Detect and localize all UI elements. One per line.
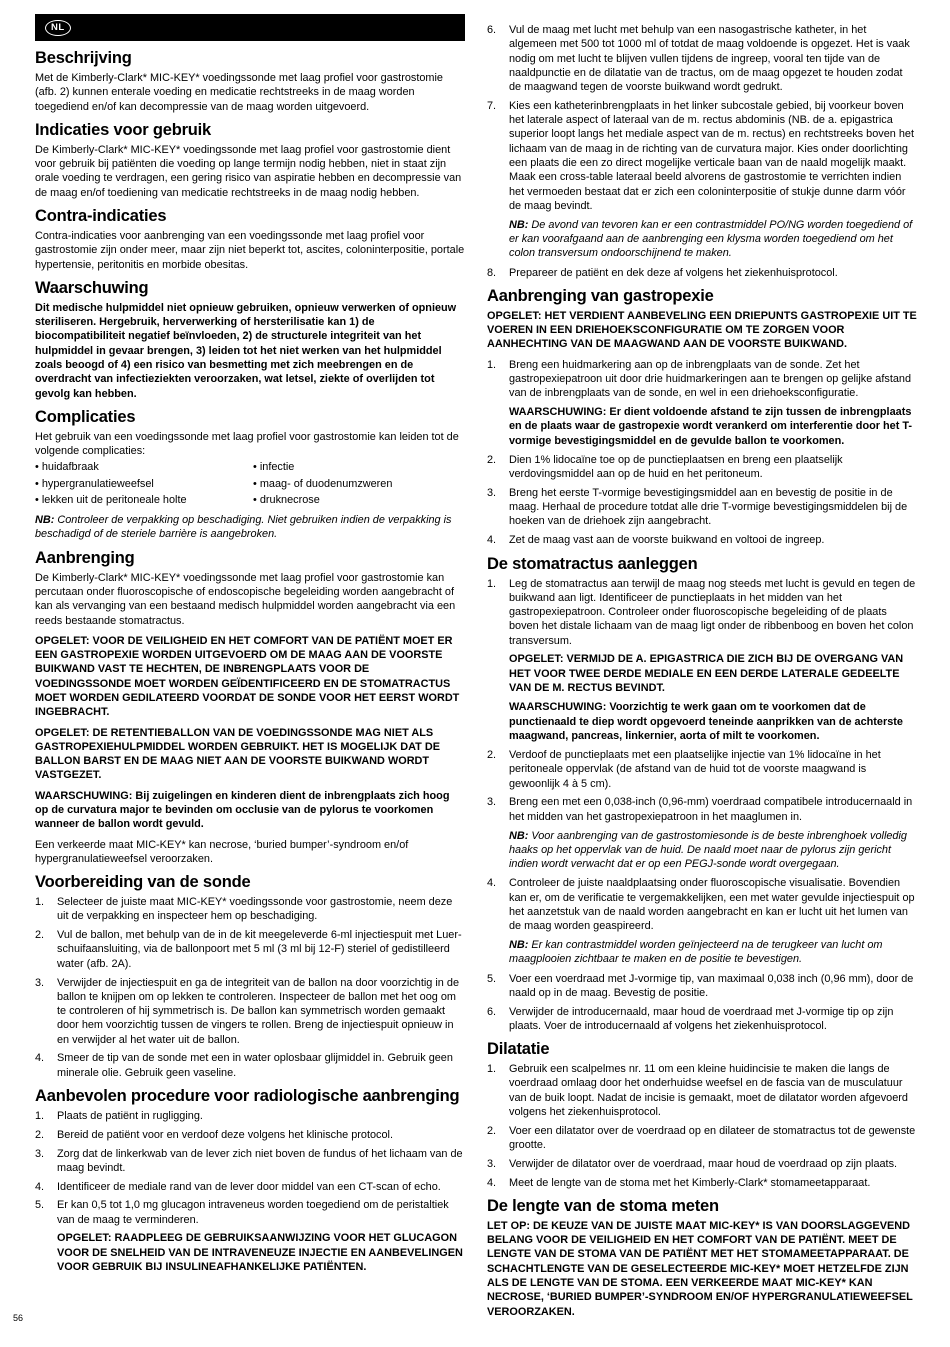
caution-note: OPGELET: RAADPLEEG DE GEBRUIKSAANWIJZING VOOR HET GLUCAGON VOOR DE SNELHEID VAN DE INTRAVENEUZE INJECTIE EN AANBEVELINGEN VOOR GEBRUIK BIJ INSULINEAFHANKELIJKE PATIËNTEN.	[57, 1232, 463, 1273]
heading-beschrijving: Beschrijving	[35, 49, 132, 67]
list-item	[35, 1147, 465, 1176]
list-item	[487, 358, 917, 401]
heading-voorbereiding: Voorbereiding van de sonde	[35, 873, 251, 892]
list-item-text: Breng een met een 0,038-inch (0,96-mm) voerdraad compatibele introducernaald in het midden van het gastropexiepatroon in het maaglumen in.	[509, 796, 913, 823]
warning-note: WAARSCHUWING: Er dient voldoende afstand te zijn tussen de inbrengplaats en de plaats waar de gastropexie wordt verankerd om interferentie door het T-vormige bevestigingsmiddel en de gevulde ballon te voorkomen.	[509, 405, 913, 447]
list-item-number: 4.	[487, 534, 497, 547]
list-item-text: Smeer de tip van de sonde met een in water oplosbaar glijmiddel in. Gebruik geen minerale olie. Gebruik geen vaseline.	[57, 1052, 453, 1079]
list-item-text: Kies een katheterinbrengplaats in het linker subcostale gebied, bij voorkeur boven het laterale aspect of lateraal van de m. rectus abdominis (NB. de a. epigastrica superior loopt langs het mediale aspect van de m. rectus) en rechtstreeks boven het lichaam van de maag in de richting van de curvatura major. Kies onder doorlichting een plaats die een zo direct mogelijke verticale baan van de naald mogelijk maakt. Maak een cross-table lateraal beeld alvorens de gastrostomie te verrichten indien het vermoeden bestaat dat er zich een coloninterpositie of stukje dunne darm vóór de maag bevindt.	[509, 99, 914, 212]
heading-stomatractus: De stomatractus aanleggen	[487, 554, 698, 573]
bullet-item: • huidafbraak	[35, 460, 247, 474]
list-item-number: 3.	[487, 486, 497, 499]
list-item-text: Plaats de patiënt in rugligging.	[57, 1109, 203, 1122]
list-item-number: 1.	[487, 358, 497, 371]
nb-label: NB:	[509, 938, 529, 951]
nb-note	[509, 218, 917, 261]
heading-complicaties: Complicaties	[35, 407, 136, 426]
heading-radiologische-aanbrenging: Aanbevolen procedure voor radiologische aanbrenging	[35, 1086, 460, 1105]
caution-note: OPGELET: VOOR DE VEILIGHEID EN HET COMFORT VAN DE PATIËNT MOET ER EEN GASTROPEXIE WORDEN UITGEVOERD OM DE MAAG AAN DE VOORSTE BUIKWAND VAST TE HECHTEN, DE INBRENGPLAATS VOOR DE VOEDINGSSONDE MOET WORDEN GEÏDENTIFICEERD EN DE STOMATRACTUS MOET WORDEN GEDILATEERD VOORDAT DE SONDE VOOR HET EERST WORDT INGEBRACHT.	[35, 634, 460, 719]
list-item-text: Verwijder de dilatator over de voerdraad, maar houd de voerdraad op zijn plaats.	[509, 1157, 898, 1170]
bullet-item: • maag- of duodenumzweren	[253, 477, 465, 491]
nb-text: Controleer de verpakking op beschadiging. Niet gebruiken indien de verpakking is beschadigd of de steriele barrière is aangebroken.	[35, 514, 452, 541]
heading-dilatatie: Dilatatie	[487, 1040, 550, 1059]
right-column	[487, 14, 917, 1325]
list-item-text: Breng het eerste T-vormige bevestigingsmiddel aan en bevestig de positie in de maag. Herhaal de procedure totdat alle drie T-vormige bevestigingsmiddelen bij de hoeken van de driehoek zijn aangebracht.	[509, 486, 908, 528]
list-item-number: 2.	[35, 1128, 45, 1141]
heading-aanbrenging: Aanbrenging	[35, 548, 135, 567]
list-item-number: 3.	[487, 1157, 497, 1170]
list-item-text: Zet de maag vast aan de voorste buikwand en voltooi de ingreep.	[509, 534, 825, 547]
warning-note: WAARSCHUWING: Bij zuigelingen en kinderen dient de inbrengplaats zich hoog op de curvatura major te bevinden om occlusie van de pylorus te voorkomen wanneer de ballon wordt gevuld.	[35, 789, 450, 831]
warning-paragraph: Dit medische hulpmiddel niet opnieuw gebruiken, opnieuw verwerken of opnieuw steriliseren. Hergebruik, herverwerking of hersterilisatie kan 1) de biocompatibiliteit negatief beïnvloeden, 2) de structurele integriteit van het hulpmiddel in gevaar brengen, 3) leiden tot het niet werken van het hulpmiddel zoals beoogd of 4) een risico van besmetting met zich meebrengen en de overdracht van infectieziekten veroorzaken, wat letsel, ziekte of overlijden tot gevolg kan hebben.	[35, 301, 457, 400]
nb-text: Voor aanbrenging van de gastrostomiesonde is de beste inbrenghoek volledig haaks op het oppervlak van de huid. De naald moet naar de pylorus zijn gericht indien wordt verwacht dat er op een PEGJ-sonde wordt overgegaan.	[509, 829, 907, 871]
list-item-text: Er kan 0,5 tot 1,0 mg glucagon intraveneus worden toegediend om de peristaltiek van de maag te verminderen.	[57, 1199, 449, 1226]
nb-label: NB:	[35, 514, 55, 527]
nb-note	[35, 513, 465, 542]
nb-label: NB:	[509, 218, 529, 231]
caution-note: LET OP: DE KEUZE VAN DE JUISTE MAAT MIC-KEY* IS VAN DOORSLAGGEVEND BELANG VOOR DE VEILIGHEID EN HET COMFORT VAN DE PATIËNT. MEET DE LENGTE VAN DE STOMA VAN DE PATIËNT MET HET STOMAMEETAPPARAAT. DE SCHACHTLENGTE VAN DE GESELECTEERDE MIC-KEY* MOET HETZELFDE ZIJN ALS DE LENGTE VAN DE STOMA. EEN VERKEERDE MAAT MIC-KEY* KAN NECROSE, ‘BURIED BUMPER’-SYNDROOM EN/OF HYPERGRANULATIEWEEFSEL VEROORZAKEN.	[487, 1219, 913, 1318]
caution-note: OPGELET: DE RETENTIEBALLON VAN DE VOEDINGSSONDE MAG NIET ALS GASTROPEXIEHULPMIDDEL WORDEN GEBRUIKT. HET IS MOGELIJK DAT DE BALLON BARST EN DE MAAG NIET AAN DE VOORSTE BUIKWAND WORDT VASTGEZET.	[35, 726, 440, 782]
list-item-number: 1.	[35, 896, 45, 909]
paragraph-beschrijving: Met de Kimberly-Clark* MIC-KEY* voedingssonde met laag profiel voor gastrostomie (afb. 2) kunnen enterale voeding en medicatie rechtstreeks in de maag worden toegediend en/of kan decompressie van de maag worden uitgevoerd.	[35, 72, 443, 113]
list-item-text: Dien 1% lidocaïne toe op de punctieplaatsen en breng een plaatselijk verdovingsmiddel aan op de huid en het peritoneum.	[509, 453, 843, 481]
list-item-text: Controleer de juiste naaldplaatsing onder fluoroscopische visualisatie. Bovendien kan er, om de verificatie te vergemakkelijken, een met water gevulde injectiespuit op het aanzetstuk van de naald worden aangebracht en kan er lucht uit het lumen van de maag worden geaspireerd.	[509, 877, 915, 933]
list-item	[35, 1198, 465, 1227]
list-item-number: 4.	[487, 1176, 497, 1189]
list-item-number: 2.	[487, 749, 497, 762]
paragraph-contra-indicaties: Contra-indicaties voor aanbrenging van een voedingssonde met laag profiel voor gastrostomie zijn onder meer, maar zijn niet beperkt tot, ascites, coloninterpositie, portale hypertensie, peritonitis en morbide obesitas.	[35, 229, 465, 271]
list-item-text: Identificeer de mediale rand van de lever door middel van een CT-scan of echo.	[57, 1180, 441, 1193]
nb-note	[509, 829, 917, 872]
list-item-number: 4.	[35, 1180, 45, 1193]
list-item-number: 4.	[487, 877, 497, 890]
paragraph-aanbrenging: De Kimberly-Clark* MIC-KEY* voedingssonde met laag profiel voor gastrostomie kan percutaan onder fluoroscopische of endoscopische begeleiding worden aangebracht of kan als vervanging van een bestaand medisch hulpmiddel worden aangebracht via een reeds bestaande stomatractus.	[35, 571, 456, 627]
list-item	[35, 976, 465, 1047]
list-item	[35, 1051, 465, 1080]
bullet-item: • infectie	[253, 460, 465, 474]
list-item-text: Selecteer de juiste maat MIC-KEY* voedingssonde voor gastrostomie, neem deze uit de verpakking en inspecteer hem op beschadiging.	[57, 896, 453, 923]
list-item-number: 3.	[487, 796, 497, 809]
list-item	[487, 1157, 917, 1171]
list-item-text: Gebruik een scalpelmes nr. 11 om een kleine huidincisie te maken die langs de voerdraad omlaag door het onderhuidse weefsel en de fascia van de musculatuur van de buik loopt. Nadat de incisie is gemaakt, moet de dilatator worden afgevoerd volgens het ziekenhuisprotocol.	[509, 1063, 908, 1118]
heading-contra-indicaties: Contra-indicaties	[35, 206, 167, 225]
list-item-text: Vul de maag met lucht met behulp van een nasogastrische katheter, in het algemeen met 500 tot 1000 ml of totdat de maag voldoende is opgezet. Het is vaak nodig om met lucht te blijven vullen tijdens de ingreep, vooral ten tijde van de naaldpunctie en de dilatatie van de tractus, om de maag opgezet te houden zodat de maagwand tegen de voorste buikwand wordt gedrukt.	[509, 24, 910, 94]
list-item	[487, 23, 917, 94]
list-item	[35, 1180, 465, 1194]
list-item	[35, 928, 465, 971]
list-item	[35, 895, 465, 924]
list-item	[487, 795, 917, 824]
list-item-number: 1.	[487, 577, 497, 590]
heading-indicaties: Indicaties voor gebruik	[35, 120, 212, 139]
list-item	[487, 972, 917, 1001]
list-item-number: 5.	[487, 972, 497, 985]
list-item-number: 2.	[487, 1124, 497, 1137]
list-item	[487, 533, 917, 547]
bullet-item: • hypergranulatieweefsel	[35, 477, 247, 491]
nb-text: Er kan contrastmiddel worden geïnjecteerd na de terugkeer van lucht om maagplooien zichtbaar te maken en de positie te bevestigen.	[509, 938, 883, 966]
heading-gastropexie: Aanbrenging van gastropexie	[487, 286, 714, 305]
list-item	[487, 876, 917, 933]
nb-note	[509, 938, 917, 967]
left-column	[35, 14, 465, 1325]
list-item-number: 1.	[487, 1063, 497, 1076]
list-item-number: 7.	[487, 99, 497, 112]
list-item-number: 5.	[35, 1199, 45, 1212]
list-item	[35, 1109, 465, 1123]
complications-list	[35, 460, 465, 507]
list-item-number: 4.	[35, 1052, 45, 1065]
nl-language-badge: NL	[45, 20, 71, 36]
bullet-item: • lekken uit de peritoneale holte	[35, 493, 247, 507]
list-item-text: Voer een voerdraad met J-vormige tip, van maximaal 0,038 inch (0,96 mm), door de naald op in de maag. Bevestig de positie.	[509, 972, 914, 999]
list-item-number: 6.	[487, 1005, 497, 1018]
list-item	[35, 1128, 465, 1142]
caution-note: OPGELET: HET VERDIENT AANBEVELING EEN DRIEPUNTS GASTROPEXIE UIT TE VOEREN IN EEN DRIEHOEKSCONFIGURATIE OM TE ZORGEN VOOR AANHECHTING VAN DE MAAGWAND AAN DE VOORSTE BUIKWAND.	[487, 309, 917, 351]
list-item	[487, 266, 917, 280]
warning-note: WAARSCHUWING: Voorzichtig te werk gaan om te voorkomen dat de punctienaald te diep wordt opgevoerd teneinde aanprikken van de achterste maagwand, pancreas, linkernier, aorta of milt te voorkomen.	[509, 701, 903, 742]
list-item	[487, 1062, 917, 1119]
heading-waarschuwing: Waarschuwing	[35, 278, 149, 297]
bullet-item: • druknecrose	[253, 493, 465, 507]
list-item-text: Vul de ballon, met behulp van de in de kit meegeleverde 6-ml injectiespuit met Luer-schuifaansluiting, via de ballonpoort met 5 ml (3 ml bij 12-F) steriel of gedistilleerd water (afb. 2A).	[57, 929, 462, 970]
list-item-text: Zorg dat de linkerkwab van de lever zich niet boven de fundus of het lichaam van de maag bevindt.	[57, 1147, 463, 1174]
list-item-text: Verwijder de injectiespuit en ga de integriteit van de ballon na door voorzichtig in de ballon te knijpen om op lekken te controleren. Inspecteer de ballon met het oog om te controleren of hij symmetrisch is. De ballon kan symmetrisch worden gemaakt door hem voorzichtig tussen de vingers te rollen. Breng de injectiespuit opnieuw in en verwijder al het water uit de ballon.	[57, 976, 459, 1046]
nb-label: NB:	[509, 829, 529, 842]
heading-stoma-lengte: De lengte van de stoma meten	[487, 1196, 719, 1215]
list-item-text: Leg de stomatractus aan terwijl de maag nog steeds met lucht is gevuld en tegen de buikwand aan ligt. Identificeer de punctieplaats in het midden van het gastropexiepatroon. Controleer onder fluoroscopische begeleiding of de plaats boven het distale lichaam van de maag ligt onder de ribbenboog en boven het colon transversum.	[509, 577, 916, 647]
language-header-bar	[35, 14, 465, 41]
paragraph-complicaties-intro: Het gebruik van een voedingssonde met laag profiel voor gastrostomie kan leiden tot de volgende complicaties:	[35, 430, 459, 458]
list-item	[487, 1005, 917, 1034]
list-item-number: 2.	[35, 929, 45, 942]
list-item-text: Voer een dilatator over de voerdraad op en dilateer de stomatractus tot de gewenste grootte.	[509, 1124, 916, 1152]
list-item-text: Verdoof de punctieplaats met een plaatselijke injectie van 1% lidocaïne in het peritoneale oppervlak (de afstand van de huid tot de voorste maagwand is gewoonlijk 4 à 5 cm).	[509, 749, 881, 790]
list-item	[487, 748, 917, 791]
paragraph-indicaties: De Kimberly-Clark* MIC-KEY* voedingssonde met laag profiel voor gastrostomie dient voor gebruik bij patiënten die voeding op lange termijn nodig hebben, niet in staat zijn orale voeding te verdragen, een gering risico van aspiratie hebben en decompressie van de maag en/of toediening van medicatie rechtstreeks in de maag nodig hebben.	[35, 143, 462, 199]
list-item-number: 8.	[487, 266, 497, 279]
list-item-number: 2.	[487, 453, 497, 466]
list-item	[487, 99, 917, 213]
list-item-number: 6.	[487, 24, 497, 36]
list-item-text: Breng een huidmarkering aan op de inbrengplaats van de sonde. Zet het gastropexiepatroon uit door drie huidmarkeringen aan te brengen op gelijke afstand van de inbrengplaats van de sonde, en wel in een driehoeksconfiguratie.	[509, 358, 912, 400]
list-item-number: 3.	[35, 1147, 45, 1160]
list-item-text: Verwijder de introducernaald, maar houd de voerdraad met J-vormige tip op zijn plaats. Voer de introducernaald af volgens het ziekenhuisprotocol.	[509, 1005, 894, 1032]
nb-text: De avond van tevoren kan er een contrastmiddel PO/NG worden toegediend of er kan voorafgaand aan de aanbrenging een klysma worden toegediend om het colon transversum ondoorschijnend te maken.	[509, 218, 913, 260]
list-item-text: Meet de lengte van de stoma met het Kimberly-Clark* stomameetapparaat.	[509, 1176, 871, 1189]
list-item-number: 1.	[35, 1109, 45, 1122]
list-item	[487, 453, 917, 482]
page-number: 56	[13, 1313, 24, 1323]
list-item-text: Bereid de patiënt voor en verdoof deze volgens het klinische protocol.	[57, 1128, 394, 1141]
list-item-text: Prepareer de patiënt en dek deze af volgens het ziekenhuisprotocol.	[509, 266, 838, 279]
list-item	[487, 1176, 917, 1190]
caution-note: OPGELET: VERMIJD DE A. EPIGASTRICA DIE ZICH BIJ DE OVERGANG VAN HET VOOR TWEE DERDE MEDIALE EN EEN DERDE LATERALE GEDEELTE VAN DE M. RECTUS BEVINDT.	[509, 653, 904, 694]
list-item	[487, 486, 917, 529]
paragraph-aanbrenging-2: Een verkeerde maat MIC-KEY* kan necrose, ‘buried bumper’-syndroom en/of hypergranulatieweefsel veroorzaken.	[35, 838, 409, 865]
list-item	[487, 1124, 917, 1153]
list-item	[487, 577, 917, 648]
list-item-number: 3.	[35, 976, 45, 989]
